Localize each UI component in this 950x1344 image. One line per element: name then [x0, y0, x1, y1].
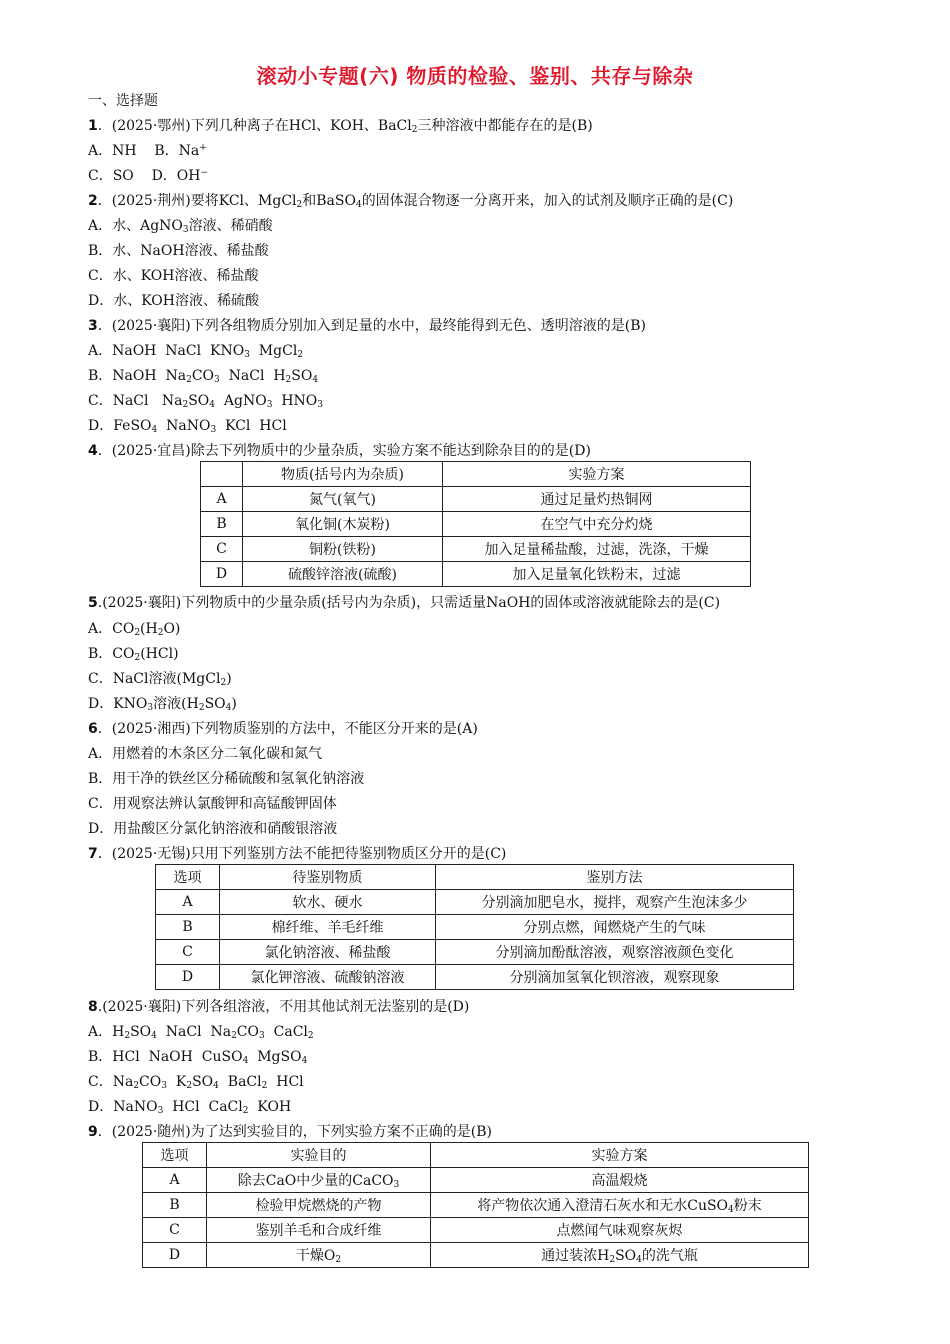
- text-line: A．$H_2SO_4$ NaCl $Na_2CO_3$ CaCl$_2$: [88, 1024, 314, 1041]
- text-line: D．NaNO$_3$ HCl CaCl$_2$ KOH: [88, 1099, 292, 1116]
- table-cell: 通过装浓$H_2SO_4$的洗气瓶: [431, 1243, 809, 1268]
- table-cell: 分别滴加氢氧化钡溶液，观察现象: [436, 965, 794, 990]
- text-line: C．水、KOH溶液、稀盐酸: [88, 268, 259, 284]
- table-header-row: [143, 1143, 809, 1168]
- table-row: [201, 512, 751, 537]
- table-cell: 通过足量灼热铜网: [443, 487, 751, 512]
- table-cell: 鉴别羊毛和合成纤维: [207, 1218, 431, 1243]
- table-cell: 实验方案: [431, 1143, 809, 1168]
- table-cell: D: [201, 562, 243, 587]
- text-line: 6．(2025·湘西)下列物质鉴别的方法中，不能区分开来的是(A): [88, 721, 478, 737]
- table-cell: 氯化钠溶液、稀盐酸: [220, 940, 436, 965]
- text-line: 5.(2025·襄阳)下列物质中的少量杂质(括号内为杂质)，只需适量NaOH的固体或溶液就能除去的是(C): [88, 595, 721, 611]
- text-line: C．SO D．OH−: [88, 168, 209, 184]
- text-line: D．$KNO_3$溶液$(H_2SO_4)$: [88, 696, 237, 713]
- table-cell: 在空气中充分灼烧: [443, 512, 751, 537]
- table-cell: B: [201, 512, 243, 537]
- text-line: 7．(2025·无锡)只用下列鉴别方法不能把待鉴别物质区分开的是(C): [88, 846, 507, 862]
- table-cell: 干燥$O_2$: [207, 1243, 431, 1268]
- table-row: [156, 915, 794, 940]
- table-cell: 选项: [156, 865, 220, 890]
- text-line: 8.(2025·襄阳)下列各组溶液，不用其他试剂无法鉴别的是(D): [88, 999, 470, 1015]
- table-cell: C: [143, 1218, 207, 1243]
- text-line: B．水、NaOH溶液、稀盐酸: [88, 243, 269, 259]
- table-cell: A: [201, 487, 243, 512]
- table-row: [143, 1218, 809, 1243]
- table-cell: 加入足量稀盐酸，过滤，洗涤，干燥: [443, 537, 751, 562]
- table-cell: 软水、硬水: [220, 890, 436, 915]
- table-cell: 将产物依次通入澄清石灰水和无水CuSO$_4$粉末: [431, 1193, 809, 1218]
- table-cell: 选项: [143, 1143, 207, 1168]
- table-cell: 分别滴加酚酞溶液，观察溶液颜色变化: [436, 940, 794, 965]
- table-cell: C: [156, 940, 220, 965]
- text-line: C．用观察法辨认氯酸钾和高锰酸钾固体: [88, 796, 337, 812]
- table-cell: 棉纤维、羊毛纤维: [220, 915, 436, 940]
- table-row: [201, 487, 751, 512]
- table-cell: 分别点燃，闻燃烧产生的气味: [436, 915, 794, 940]
- table-cell: 实验目的: [207, 1143, 431, 1168]
- table-cell: 点燃闻气味观察灰烬: [431, 1218, 809, 1243]
- text-line: 2．(2025·荆州)要将KCl、MgCl$_2$和BaSO$_4$的固体混合物逐一分离开来，加入的试剂及顺序正确的是(C): [88, 193, 734, 210]
- text-line: 3．(2025·襄阳)下列各组物质分别加入到足量的水中，最终能得到无色、透明溶液的是(B): [88, 318, 646, 334]
- table-row: [143, 1243, 809, 1268]
- table-header-row: [156, 865, 794, 890]
- text-line: C．NaCl $Na_2SO_4$ AgNO$_3$ $HNO_3$: [88, 393, 324, 410]
- table-row: [143, 1168, 809, 1193]
- table-cell: 鉴别方法: [436, 865, 794, 890]
- table-cell: 氧化铜(木炭粉): [243, 512, 443, 537]
- question-table: [142, 1142, 809, 1268]
- table-cell: D: [156, 965, 220, 990]
- table-header-row: [201, 462, 751, 487]
- table-row: [156, 890, 794, 915]
- table-cell: 氮气(氧气): [243, 487, 443, 512]
- text-line: B．$CO_2(HCl)$: [88, 646, 179, 663]
- text-line: 9．(2025·随州)为了达到实验目的，下列实验方案不正确的是(B): [88, 1124, 492, 1140]
- question-table: [155, 864, 794, 990]
- text-line: D．水、KOH溶液、稀硫酸: [88, 293, 259, 309]
- table-cell: 分别滴加肥皂水，搅拌，观察产生泡沫多少: [436, 890, 794, 915]
- text-line: B．用干净的铁丝区分稀硫酸和氢氧化钠溶液: [88, 771, 365, 787]
- table-cell: A: [156, 890, 220, 915]
- table-row: [156, 940, 794, 965]
- table-cell: 待鉴别物质: [220, 865, 436, 890]
- text-line: C．$Na_2CO_3$ $K_2SO_4$ BaCl$_2$ HCl: [88, 1074, 304, 1091]
- text-line: A．$CO_2(H_2O)$: [88, 621, 181, 638]
- table-cell: D: [143, 1243, 207, 1268]
- table-row: [156, 965, 794, 990]
- table-cell: 铜粉(铁粉): [243, 537, 443, 562]
- text-line: B．HCl NaOH CuSO$_4$ MgSO$_4$: [88, 1049, 308, 1066]
- table-cell: 加入足量氧化铁粉末，过滤: [443, 562, 751, 587]
- table-cell: 物质(括号内为杂质): [243, 462, 443, 487]
- table-cell: A: [143, 1168, 207, 1193]
- question-table: [200, 461, 751, 587]
- text-line: 1．(2025·鄂州)下列几种离子在HCl、KOH、BaCl$_2$三种溶液中都能存在的是(B): [88, 118, 593, 135]
- table-cell: 实验方案: [443, 462, 751, 487]
- table-cell: B: [143, 1193, 207, 1218]
- text-line: 4．(2025·宜昌)除去下列物质中的少量杂质，实验方案不能达到除杂目的的是(D): [88, 443, 591, 459]
- table-row: [201, 537, 751, 562]
- table-cell: [201, 462, 243, 487]
- table-row: [201, 562, 751, 587]
- table-cell: 除去CaO中少量的CaCO$_3$: [207, 1168, 431, 1193]
- text-line: D．用盐酸区分氯化钠溶液和硝酸银溶液: [88, 821, 338, 837]
- table-cell: 硫酸锌溶液(硫酸): [243, 562, 443, 587]
- section-heading: 一、选择题: [88, 93, 158, 109]
- table-row: [143, 1193, 809, 1218]
- table-cell: C: [201, 537, 243, 562]
- text-line: A．NH B．Na+: [88, 143, 207, 159]
- text-line: A．NaOH NaCl $KNO_3$ MgCl$_2$: [88, 343, 304, 360]
- table-cell: B: [156, 915, 220, 940]
- table-cell: 检验甲烷燃烧的产物: [207, 1193, 431, 1218]
- text-line: D．FeSO$_4$ NaNO$_3$ KCl HCl: [88, 418, 287, 435]
- page-title: 滚动小专题(六) 物质的检验、鉴别、共存与除杂: [256, 64, 694, 88]
- table-cell: 高温煅烧: [431, 1168, 809, 1193]
- text-line: A．用燃着的木条区分二氧化碳和氮气: [88, 746, 323, 762]
- text-line: C．NaCl溶液(MgCl$_2$): [88, 671, 232, 688]
- text-line: A．水、AgNO$_3$溶液、稀硝酸: [88, 218, 273, 235]
- text-line: B．NaOH $Na_2CO_3$ NaCl $H_2SO_4$: [88, 368, 319, 385]
- table-cell: 氯化钾溶液、硫酸钠溶液: [220, 965, 436, 990]
